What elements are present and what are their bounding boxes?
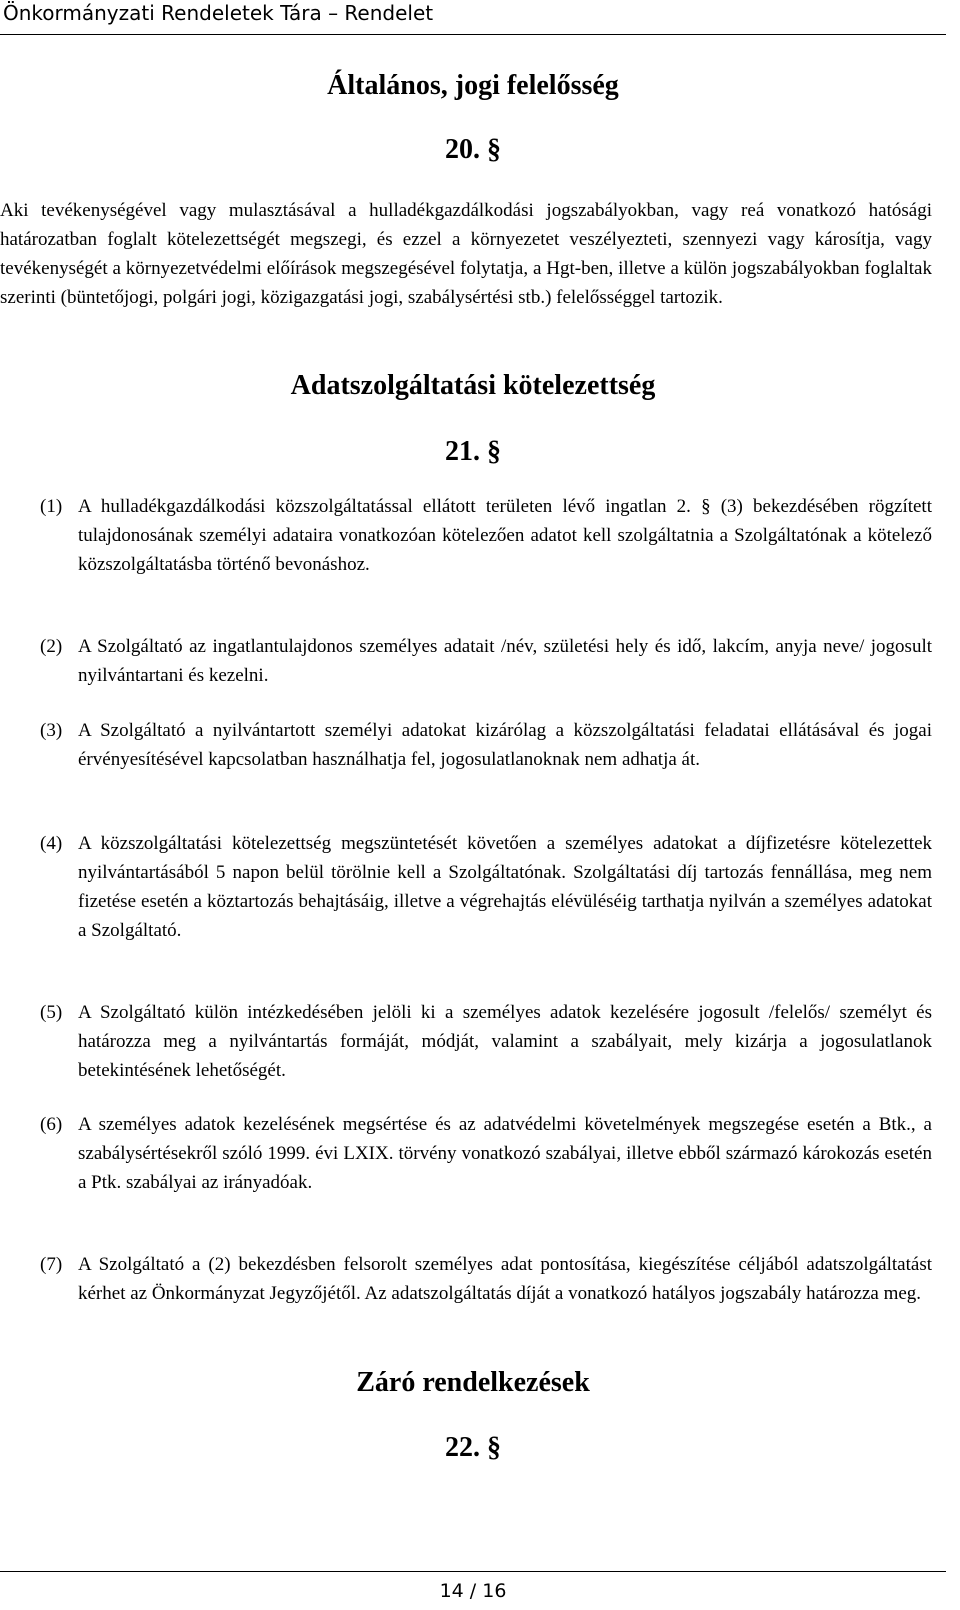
item-7 (40, 1250, 932, 1308)
item-6-text: A személyes adatok kezelésének megsértése és az adatvédelmi követelmények megszegése esetén a Btk., a szabálysértésekről szóló 1999. évi LXIX. törvény vonatkozó szabályai, illetve ebből származó károkozás esetén a Ptk. szabályai az irányadóak. (78, 1114, 932, 1193)
item-7-text: A Szolgáltató a (2) bekezdésben felsorolt személyes adat pontosítása, kiegészítése céljából adatszolgáltatást kérhet az Önkormányzat Jegyzőjétől. Az adatszolgáltatás díját a vonatkozó hatályos jogszabály határozza meg. (78, 1254, 932, 1304)
item-3-text: A Szolgáltató a nyilvántartott személyi adatokat kizárólag a közszolgáltatási feladatai ellátásával és jogai érvényesítésével kapcsolatban használhatja fel, jogosulatlanoknak nem adhatja át. (78, 720, 932, 770)
item-5 (40, 998, 932, 1085)
section-number-22: 22. § (445, 1432, 501, 1463)
heading-data-obligation: Adatszolgáltatási kötelezettség (290, 370, 656, 401)
section-number-20: 20. § (445, 134, 501, 165)
page-header (0, 0, 946, 35)
item-5-label: (5) (40, 1002, 63, 1023)
item-4 (40, 829, 932, 945)
heading-general-liability: Általános, jogi felelősség (327, 70, 619, 101)
item-7-label: (7) (40, 1254, 63, 1275)
item-6-label: (6) (40, 1114, 63, 1135)
item-5-text: A Szolgáltató külön intézkedésében jelöli ki a személyes adatok kezelésére jogosult /felelős/ személyt és határozza meg a nyilvántartás formáját, módját, valamint a szabályait, mely kizárja a jogosulatlanok betekintésének lehetőségét. (78, 1002, 932, 1081)
item-2 (40, 632, 932, 690)
item-4-text: A közszolgáltatási kötelezettség megszüntetését követően a személyes adatokat a díjfizetésre kötelezettek nyilvántartásából 5 napon belül törölnie kell a Szolgáltatónak. Szolgáltatási díj tartozás fennállása, meg nem fizetése esetén a köztartozás behajtásáig, illetve a végrehajtás elévüléséig tarthatja nyilván a személyes adatokat a Szolgáltató. (78, 833, 932, 941)
item-2-text: A Szolgáltató az ingatlantulajdonos személyes adatait /név, születési hely és idő, lakcím, anyja neve/ jogosult nyilvántartani és kezelni. (78, 636, 932, 686)
item-6 (40, 1110, 932, 1197)
section-number-21: 21. § (445, 436, 501, 467)
paragraph-20 (0, 196, 932, 312)
page-number: 14 / 16 (439, 1580, 507, 1602)
item-4-label: (4) (40, 833, 63, 854)
page-footer (0, 1571, 946, 1610)
item-2-label: (2) (40, 636, 63, 657)
paragraph-20-text: Aki tevékenységével vagy mulasztásával a hulladékgazdálkodási jogszabályokban, vagy reá vonatkozó hatósági határozatban foglalt kötelezettségét megszegi, és ezzel a környezetet veszélyezteti, szennyezi vagy károsítja, vagy tevékenységét a környezetvédelmi előírások megszegésével folytatja, a Hgt-ben, illetve a külön jogszabályokban foglaltak szerinti (büntetőjogi, polgári jogi, közigazgatási jogi, szabálysértési stb.) felelősséggel tartozik. (0, 200, 932, 308)
header-title: Önkormányzati Rendeletek Tára – Rendelet (3, 1, 434, 25)
item-3-label: (3) (40, 720, 63, 741)
item-1 (40, 492, 932, 579)
item-1-label: (1) (40, 496, 63, 517)
item-1-text: A hulladékgazdálkodási közszolgáltatással ellátott területen lévő ingatlan 2. § (3) bekezdésében rögzített tulajdonosának személyi adataira vonatkozóan kötelezően adatot kell szolgáltatnia a Szolgáltatónak a kötelező közszolgáltatásba történő bevonáshoz. (78, 496, 932, 575)
item-3 (40, 716, 932, 774)
heading-final-provisions: Záró rendelkezések (356, 1367, 590, 1398)
